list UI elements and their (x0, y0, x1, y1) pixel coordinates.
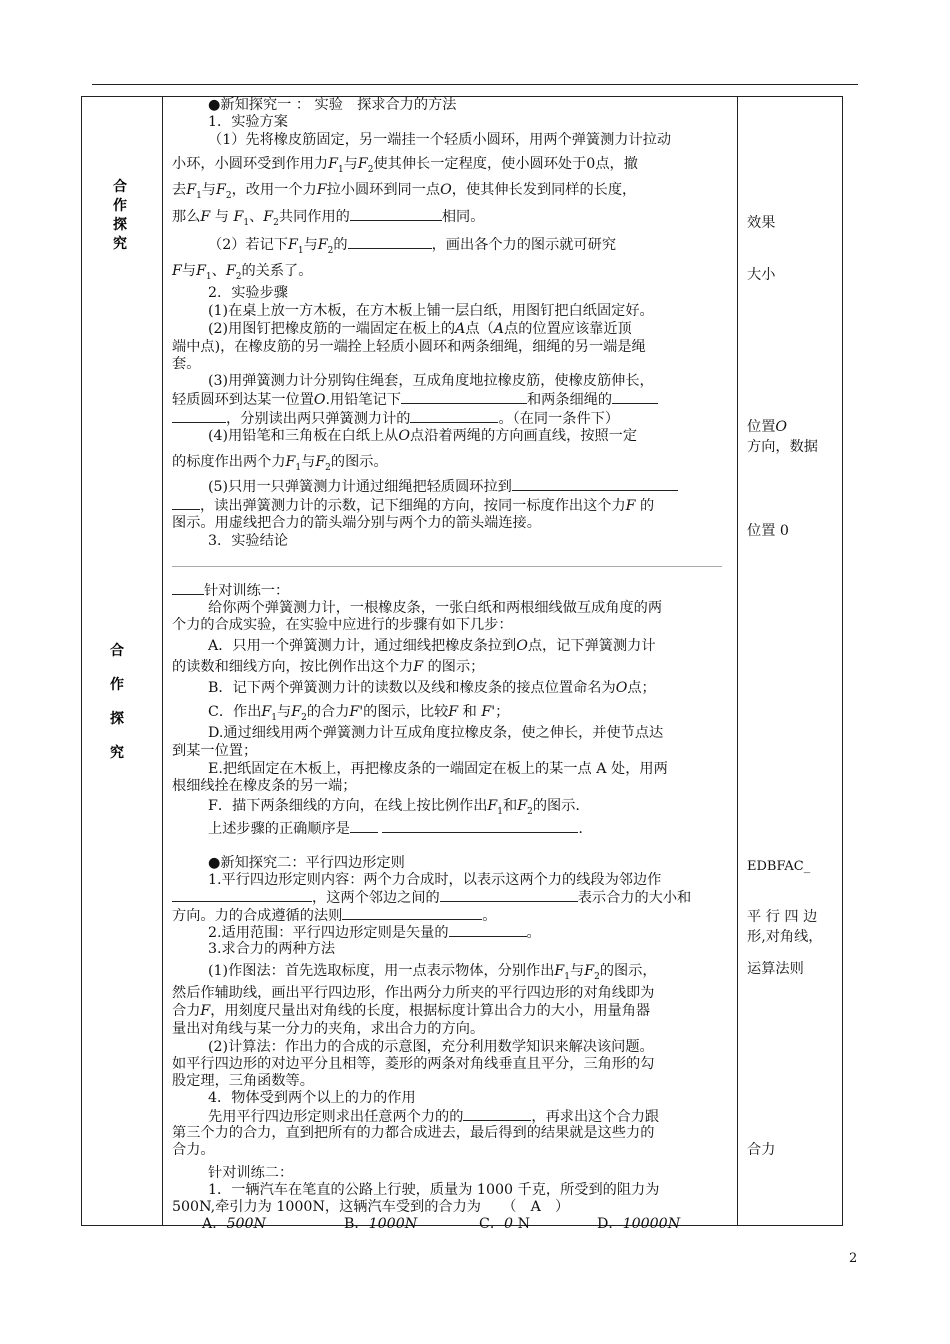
section-title: ●新知探究二：平行四边形定则 (208, 855, 405, 871)
column-divider-left (162, 97, 163, 1225)
text-line: (2)用图钉把橡皮筋的一端固定在板上的A点（A点的位置应该靠近顶 (208, 321, 632, 337)
text-line: 图示。用虚线把合力的箭头端分别与两个力的箭头端连接。 (172, 515, 541, 531)
note-position: 位置O (747, 419, 788, 435)
text-line: 股定理，三角函数等。 (172, 1073, 314, 1089)
text-line: 4．物体受到两个以上的力的作用 (208, 1090, 416, 1106)
text-line: 到某一位置； (172, 743, 258, 759)
blank-direction-b[interactable] (172, 410, 226, 423)
option-d: D.通过细线用两个弹簧测力计互成角度拉橡皮条，使之伸长，并使节点达 (208, 725, 664, 741)
text-line: 针对训练一： (172, 582, 289, 600)
order-question: 上述步骤的正确顺序是 . (208, 821, 583, 837)
text-line: (1)作图法：首先选取标度，用一点表示物体，分别作出$F_1$与$F_2$的图示， (208, 963, 657, 982)
choice-a[interactable]: A．500N (202, 1216, 266, 1232)
text-line: 方向。力的合成遵循的法则 。 (172, 908, 497, 924)
text-line: 然后作辅助线，画出平行四边形，作出两分力所夹的平行四边形的对角线即为 (172, 985, 655, 1001)
note-direction: 方向，数据 (747, 439, 818, 455)
choice-b[interactable]: B．1000N (344, 1216, 418, 1232)
text-line: 量出对角线与某一分力的夹角，求出合力的方向。 (172, 1021, 485, 1037)
text-line: 的标度作出两个力$F_1$与$F_2$的图示。 (172, 454, 388, 473)
note-parallelogram: 平 行 四 边 (747, 909, 818, 925)
option-e: E.把纸固定在木板上，再把橡皮条的一端固定在板上的某一点 A 处，用两 (208, 761, 668, 777)
answer-choice: A (530, 1199, 541, 1215)
conclusion-heading: 3．实验结论 (208, 533, 288, 549)
plan-heading: 1．实验方案 (208, 114, 288, 130)
blank-rule[interactable] (342, 907, 482, 920)
text-line: 1.平行四边形定则内容：两个力合成时，以表示这两个力的线段为邻边作 (208, 872, 662, 888)
option-f: F．描下两条细线的方向，在线上按比例作出$F_1$和$F_2$的图示. (208, 798, 580, 817)
blank-order-a[interactable] (350, 820, 378, 833)
blank-order-b[interactable] (382, 820, 578, 833)
text-line: F与$F_1$、$F_2$的关系了。 (172, 263, 313, 282)
text-line: 合力F，用刻度尺量出对角线的长度，根据标度计算出合力的大小，用量角器 (172, 1003, 651, 1019)
note-position-0: 位置 0 (747, 523, 789, 539)
text-line: (1)在桌上放一方木板，在方木板上铺一层白纸，用图钉把白纸固定好。 (208, 303, 654, 319)
text-line: 的读数和细线方向，按比例作出这个力F 的图示； (172, 659, 485, 675)
option-b: B．记下两个弹簧测力计的读数以及线和橡皮条的接点位置命名为O点； (208, 680, 656, 696)
text-line: 3.求合力的两种方法 (208, 941, 336, 957)
question-text: 500N,牵引力为 1000N，这辆汽车受到的合力为 （ A ） (172, 1199, 570, 1215)
text-line: 那么F 与 $F_1$、$F_2$共同作用的 相同。 (172, 209, 485, 228)
text-line: （1）先将橡皮筋固定，另一端挂一个轻质小圆环，用两个弹簧测力计拉动 (208, 132, 672, 148)
column-divider-right (737, 97, 738, 1225)
choice-c[interactable]: C．0 N (479, 1216, 531, 1232)
option-c: C．作出$F_1$与$F_2$的合力F'的图示，比较F 和 F'； (208, 704, 510, 723)
blank-magnitude[interactable] (348, 236, 432, 249)
choice-d[interactable]: D．10000N (597, 1216, 681, 1232)
text-line: 小环，小圆环受到作用力$F_1$与$F_2$使其伸长一定程度，使小圆环处于0点，撤 (172, 156, 638, 175)
side-label-top: 合 作 探 究 (113, 179, 127, 252)
text-line: ，分别读出两只弹簧测力计的 。（在同一条件下） (172, 410, 619, 428)
blank-parallelogram[interactable] (172, 889, 312, 902)
note-magnitude: 大小 (747, 267, 776, 283)
text-line: 根细线拴在橡皮条的另一端； (172, 778, 357, 794)
text-line: 端中点)，在橡皮筋的另一端拴上轻质小圆环和两条细绳，细绳的另一端是绳 (172, 339, 646, 355)
side-label-bottom: 合 作 探 究 (110, 643, 124, 761)
text-line: 套。 (172, 356, 201, 372)
note-operation: 运算法则 (747, 961, 804, 977)
text-line: (5)只用一只弹簧测力计通过细绳把轻质圆环拉到 (208, 478, 678, 496)
text-line: 先用平行四边形定则求出任意两个力的的 ，再求出这个合力跟 (208, 1109, 660, 1125)
text-line: 个力的合成实验，在实验中应进行的步骤有如下几步： (172, 617, 513, 633)
text-line: 2.适用范围：平行四边形定则是矢量的 。 (208, 925, 541, 941)
steps-heading: 2．实验步骤 (208, 285, 288, 301)
text-line: 如平行四边形的对边平分且相等，菱形的两条对角线垂直且平分，三角形的勾 (172, 1056, 655, 1072)
note-order: EDBFAC_ (747, 859, 811, 874)
blank-resultant[interactable] (463, 1108, 531, 1121)
text-line: ，读出弹簧测力计的示数，记下细绳的方向，按同一标度作出这个力F 的 (172, 497, 654, 515)
question-text: 1．一辆汽车在笔直的公路上行驶，质量为 1000 千克，所受到的阻力为 (208, 1182, 660, 1198)
blank-operation[interactable] (449, 924, 527, 937)
text-line: 第三个力的合力，直到把所有的力都合成进去，最后得到的结果就是这些力的 (172, 1125, 655, 1141)
blank-diagonal[interactable] (440, 889, 578, 902)
text-line: (3)用弹簧测力计分别钩住绳套，互成角度地拉橡皮筋，使橡皮筋伸长， (208, 373, 654, 389)
blank-same-position-b[interactable] (172, 497, 200, 510)
header-rule (92, 84, 858, 85)
text-line: (2)计算法：作出力的合成的示意图，充分利用数学知识来解决该问题。 (208, 1039, 654, 1055)
note-diagonal: 形,对角线， (747, 929, 823, 945)
training-heading: 针对训练二： (208, 1165, 294, 1181)
blank-conclusion[interactable] (172, 582, 204, 595)
answer-line[interactable] (172, 566, 722, 567)
blank-position[interactable] (401, 391, 527, 404)
text-line: 给你两个弹簧测力计，一根橡皮条，一张白纸和两根细线做互成角度的两 (208, 600, 663, 616)
text-line: ，这两个邻边之间的 表示合力的大小和 (172, 889, 691, 907)
blank-effect[interactable] (350, 208, 442, 221)
blank-direction-a[interactable] (612, 391, 658, 404)
section-title: ●新知探究一 ： 实验 探求合力的方法 (208, 97, 457, 113)
page-number: 2 (849, 1251, 858, 1266)
text-line: 去$F_1$与$F_2$，改用一个力F拉小圆环到同一点O，使其伸长发到同样的长度， (172, 182, 637, 201)
note-resultant: 合力 (747, 1142, 776, 1158)
text-line: 轻质圆环到达某一位置O.用铅笔记下 和两条细绳的 (172, 391, 658, 409)
note-effect: 效果 (747, 215, 776, 231)
option-a: A．只用一个弹簧测力计，通过细线把橡皮条拉到O点，记下弹簧测力计 (208, 638, 656, 654)
text-line: 合力。 (172, 1142, 215, 1158)
blank-readings[interactable] (410, 410, 498, 423)
blank-same-position-a[interactable] (512, 478, 678, 491)
text-line: （2）若记下$F_1$与$F_2$的 ，画出各个力的图示就可研究 (208, 237, 617, 256)
text-line: (4)用铅笔和三角板在白纸上从O点沿着两绳的方向画直线，按照一定 (208, 428, 638, 444)
